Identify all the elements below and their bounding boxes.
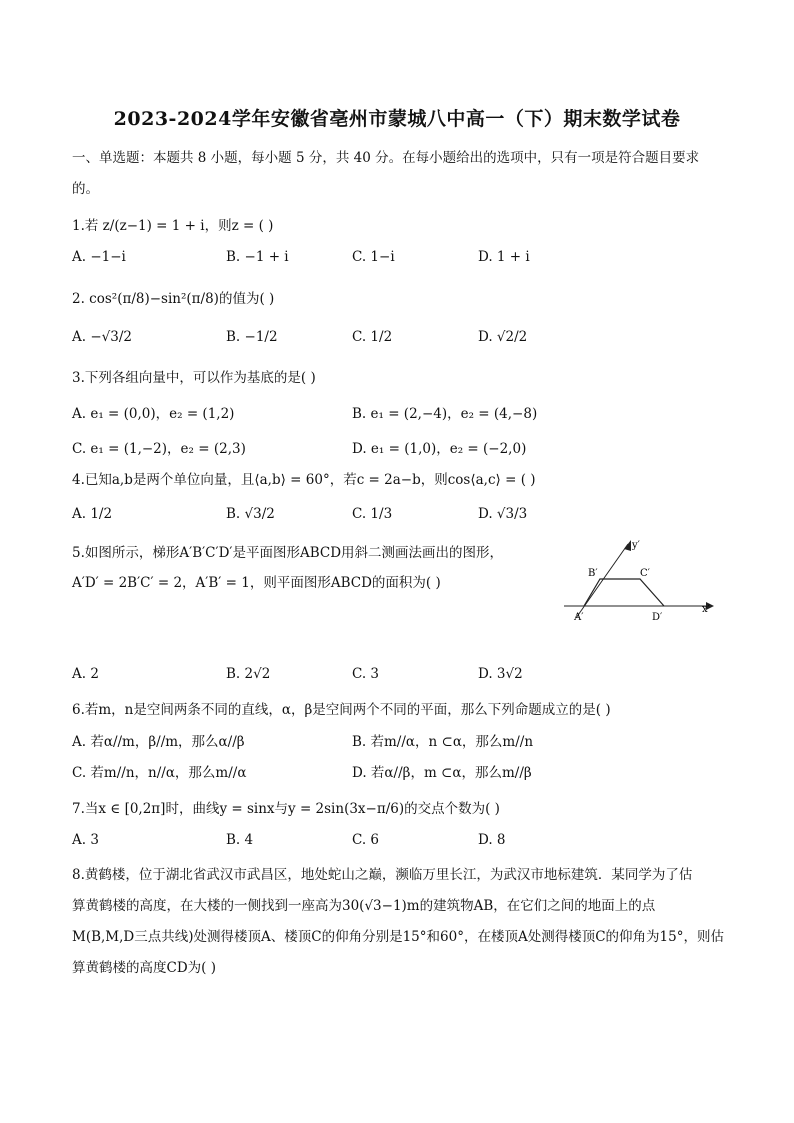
q3-option-a: A. e₁ = (0,0)，e₂ = (1,2) — [72, 406, 235, 422]
q3-option-b: B. e₁ = (2,−4)，e₂ = (4,−8) — [352, 406, 538, 422]
trapezoid-outline — [584, 579, 664, 606]
q2-option-c: C. 1/2 — [352, 329, 393, 345]
q5-option-d: D. 3√2 — [478, 666, 523, 682]
q6-option-a: A. 若α//m，β//m，那么α//β — [72, 734, 245, 750]
question-4-stem: 4.已知a,b是两个单位向量，且⟨a,b⟩ = 60°，若c = 2a−b，则cos⟨a,c⟩ = ( ) — [72, 472, 536, 488]
point-d-label: D′ — [652, 612, 663, 623]
question-8-line-2: 算黄鹤楼的高度，在大楼的一侧找到一座高为30(√3−1)m的建筑物AB，在它们之间的地面上的点 — [72, 898, 656, 914]
q2-option-b: B. −1/2 — [226, 329, 278, 345]
q7-option-a: A. 3 — [72, 832, 99, 848]
question-2-stem: 2. cos²(π/8)−sin²(π/8)的值为( ) — [72, 291, 275, 307]
q5-option-c: C. 3 — [352, 666, 380, 682]
question-6-stem: 6.若m，n是空间两条不同的直线，α，β是空间两个不同的平面，那么下列命题成立的是( ) — [72, 702, 611, 718]
question-8-line-4: 算黄鹤楼的高度CD为( ) — [72, 960, 216, 976]
q6-option-b: B. 若m//α，n ⊂α，那么m//n — [352, 734, 534, 750]
q7-option-b: B. 4 — [226, 832, 254, 848]
y-axis-label: y′ — [632, 540, 640, 551]
q2-option-a: A. −√3/2 — [72, 329, 132, 345]
question-3-stem: 3.下列各组向量中，可以作为基底的是( ) — [72, 370, 316, 386]
q1-option-d: D. 1 + i — [478, 249, 530, 265]
question-1-stem: 1.若 z/(z−1) = 1 + i，则z = ( ) — [72, 218, 274, 234]
q4-option-b: B. √3/2 — [226, 506, 275, 522]
q1-option-a: A. −1−i — [72, 249, 126, 265]
q7-option-c: C. 6 — [352, 832, 380, 848]
y-axis-arrow — [624, 540, 631, 551]
question-5-stem: 5.如图所示，梯形A′B′C′D′是平面图形ABCD用斜二测画法画出的图形， — [72, 545, 504, 561]
question-8-line-3: M(B,M,D三点共线)处测得楼顶A、楼顶C的仰角分别是15°和60°，在楼顶A处测得楼顶C的仰角为15°，则估 — [72, 929, 724, 945]
q5-option-a: A. 2 — [72, 666, 99, 682]
q4-option-a: A. 1/2 — [72, 506, 113, 522]
x-axis-label-text: x′ — [702, 604, 710, 615]
q1-option-c: C. 1−i — [352, 249, 395, 265]
point-b-label: B′ — [588, 568, 598, 579]
q2-option-d: D. √2/2 — [478, 329, 528, 345]
q6-option-c: C. 若m//n，n//α，那么m//α — [72, 765, 247, 781]
section-instructions: 一、单选题：本题共 8 小题，每小题 5 分，共 40 分。在每小题给出的选项中，只有一项是符合题目要求 — [72, 150, 700, 166]
question-7-stem: 7.当x ∈ [0,2π]时，曲线y = sinx与y = 2sin(3x−π/6)的交点个数为( ) — [72, 801, 500, 817]
q4-option-d: D. √3/3 — [478, 506, 528, 522]
point-a-label: A′ — [574, 612, 584, 623]
q1-option-b: B. −1 + i — [226, 249, 289, 265]
exam-title: 2023-2024学年安徽省亳州市蒙城八中高一（下）期末数学试卷 — [113, 108, 681, 130]
q3-option-c: C. e₁ = (1,−2)，e₂ = (2,3) — [72, 441, 246, 457]
question-8-line-1: 8.黄鹤楼，位于湖北省武汉市武昌区，地处蛇山之巅，濒临万里长江，为武汉市地标建筑．某同学为了估 — [72, 867, 693, 883]
point-c-label: C′ — [640, 568, 650, 579]
q3-option-d: D. e₁ = (1,0)，e₂ = (−2,0) — [352, 441, 527, 457]
question-5-stem-cont: A′D′ = 2B′C′ = 2，A′B′ = 1，则平面图形ABCD的面积为( ) — [72, 575, 441, 591]
q6-option-d: D. 若α//β，m ⊂α，那么m//β — [352, 765, 532, 781]
trapezoid-figure — [556, 536, 726, 628]
q5-option-b: B. 2√2 — [226, 666, 271, 682]
y-axis — [576, 544, 628, 618]
section-instructions-cont: 的。 — [72, 181, 99, 197]
q4-option-c: C. 1/3 — [352, 506, 393, 522]
q7-option-d: D. 8 — [478, 832, 506, 848]
